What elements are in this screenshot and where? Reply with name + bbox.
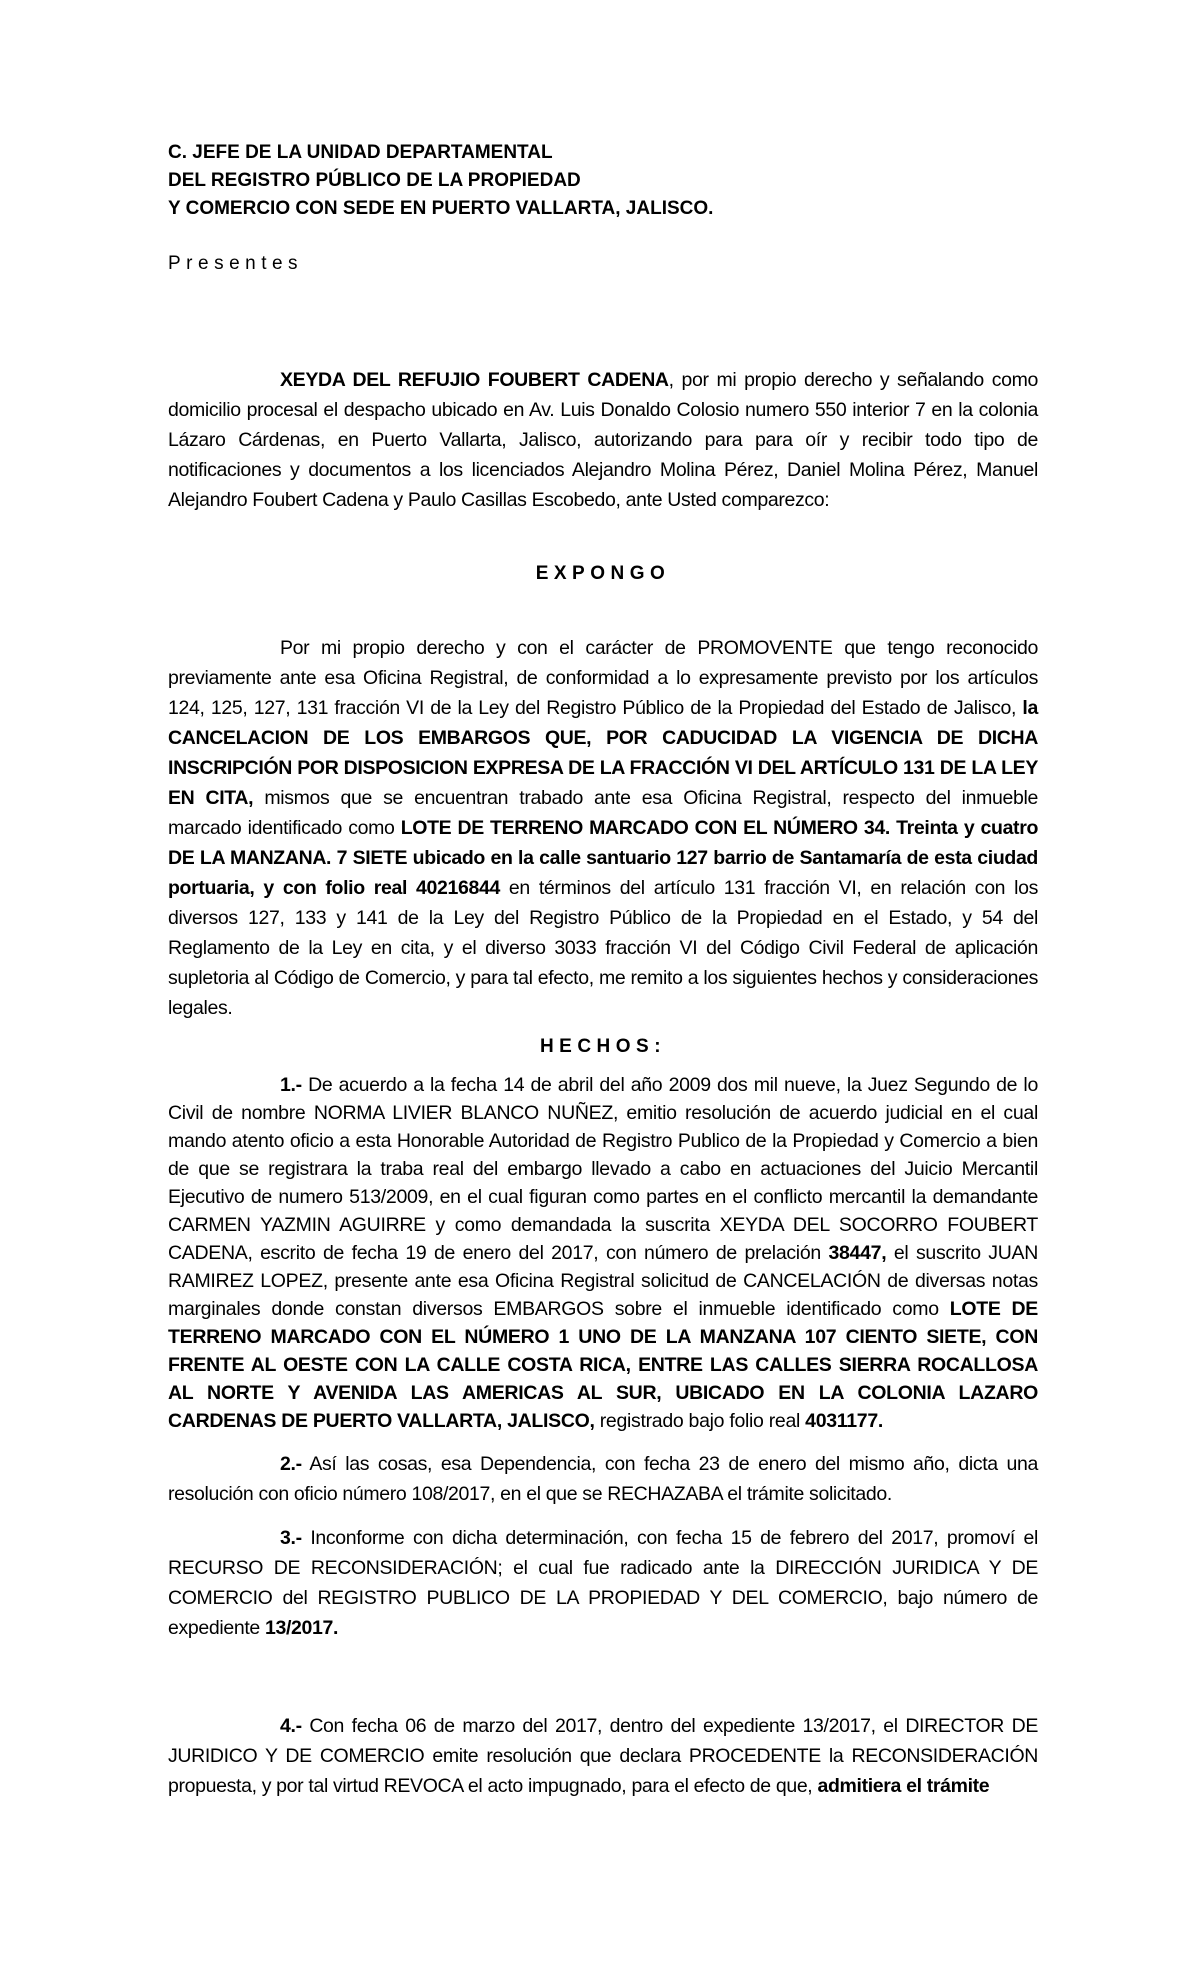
hecho-1-bold-1: 38447,	[828, 1242, 887, 1264]
addressee-block	[168, 139, 1038, 223]
hecho-1-text-2: el suscrito JUAN RAMIREZ LOPEZ, presente ante esa Oficina Registral solicitud de CANCELACIÓN de diversas notas marginales donde constan diversos EMBARGOS sobre el inmueble identificado como	[168, 1242, 1038, 1320]
hecho-1-bold-2: LOTE DE TERRENO MARCADO CON EL NÚMERO 1 UNO DE LA MANZANA 107 CIENTO SIETE, CON FRENTE AL OESTE CON LA CALLE COSTA RICA, ENTRE LAS CALLES SIERRA ROCALLOSA AL NORTE Y AVENIDA LAS AMERICAS AL SUR, UBICADO EN LA COLONIA LAZARO CARDENAS DE PUERTO VALLARTA, JALISCO,	[168, 1298, 1038, 1432]
hecho-4-number: 4.-	[280, 1715, 302, 1737]
hecho-4-paragraph	[168, 1711, 1038, 1801]
intro-paragraph	[168, 365, 1038, 515]
expongo-bold-2: LOTE DE TERRENO MARCADO CON EL NÚMERO 34. Treinta y cuatro DE LA MANZANA. 7 SIETE ubicado en la calle santuario 127 barrio de Santamaría de esta ciudad portuaria, y con folio real 40216844	[168, 817, 1039, 899]
hechos-heading: HECHOS:	[539, 1036, 667, 1057]
hecho-1-paragraph	[168, 1071, 1038, 1435]
hecho-3-number: 3.-	[280, 1527, 302, 1549]
hecho-2-number: 2.-	[280, 1453, 302, 1475]
expongo-text-3: en términos del artículo 131 fracción VI, en relación con los diversos 127, 133 y 141 de la Ley del Registro Público de la Propiedad en el Estado, y 54 del Reglamento de la Ley en cita, y el diverso 3033 fracción VI del Código Civil Federal de aplicación supletoria al Código de Comercio, y para tal efecto, me remito a los siguientes hechos y consideraciones legales.	[168, 877, 1039, 1019]
hecho-3-text: Inconforme con dicha determinación, con fecha 15 de febrero del 2017, promoví el RECURSO DE RECONSIDERACIÓN; el cual fue radicado ante la DIRECCIÓN JURIDICA Y DE COMERCIO del REGISTRO PUBLICO DE LA PROPIEDAD Y DEL COMERCIO, bajo número de expediente	[168, 1527, 1038, 1639]
expongo-text-1: Por mi propio derecho y con el carácter de PROMOVENTE que tengo reconocido previamente ante esa Oficina Registral, de conformidad a lo expresamente previsto por los artículos 124, 125, 127, 131 fracción VI de la Ley del Registro Público de la Propiedad del Estado de Jalisco,	[168, 637, 1038, 719]
hecho-1-text-3: registrado bajo folio real	[594, 1410, 806, 1432]
expongo-paragraph	[168, 633, 1038, 1023]
hecho-4-text: Con fecha 06 de marzo del 2017, dentro del expediente 13/2017, el DIRECTOR DE JURIDICO Y DE COMERCIO emite resolución que declara PROCEDENTE la RECONSIDERACIÓN propuesta, y por tal virtud REVOCA el acto impugnado, para el efecto de que,	[168, 1715, 1038, 1797]
addressee-line-2: DEL REGISTRO PÚBLICO DE LA PROPIEDAD	[168, 170, 581, 191]
hecho-2-paragraph	[168, 1449, 1038, 1509]
petitioner-name: XEYDA DEL REFUJIO FOUBERT CADENA	[280, 369, 669, 391]
intro-text: , por mi propio derecho y señalando como domicilio procesal el despacho ubicado en Av. Luis Donaldo Colosio numero 550 interior 7 en la colonia Lázaro Cárdenas, en Puerto Vallarta, Jalisco, autorizando para para oír y recibir todo tipo de notificaciones y documentos a los licenciados Alejandro Molina Pérez, Daniel Molina Pérez, Manuel Alejandro Foubert Cadena y Paulo Casillas Escobedo, ante Usted comparezco:	[168, 369, 1038, 511]
expongo-heading: EXPONGO	[535, 563, 671, 584]
presentes-salutation: Presentes	[168, 253, 304, 274]
hecho-3-paragraph	[168, 1523, 1038, 1643]
hecho-3-bold: 13/2017.	[264, 1617, 339, 1639]
expongo-bold-1: la CANCELACION DE LOS EMBARGOS QUE, POR CADUCIDAD LA VIGENCIA DE DICHA INSCRIPCIÓN POR DISPOSICION EXPRESA DE LA FRACCIÓN VI DEL ARTÍCULO 131 DE LA LEY EN CITA,	[168, 697, 1038, 809]
hecho-2-text: Así las cosas, esa Dependencia, con fecha 23 de enero del mismo año, dicta una resolución con oficio número 108/2017, en el que se RECHAZABA el trámite solicitado.	[168, 1453, 1038, 1505]
expongo-text-2: mismos que se encuentran trabado ante esa Oficina Registral, respecto del inmueble marcado identificado como	[168, 787, 1038, 839]
hecho-1-bold-3: 4031177.	[805, 1410, 884, 1432]
hecho-4-bold: admitiera el trámite	[817, 1775, 990, 1797]
addressee-line-3: Y COMERCIO CON SEDE EN PUERTO VALLARTA, JALISCO.	[168, 198, 714, 219]
hecho-1-number: 1.-	[280, 1074, 302, 1096]
hecho-1-text-1: De acuerdo a la fecha 14 de abril del año 2009 dos mil nueve, la Juez Segundo de lo Civil de nombre NORMA LIVIER BLANCO NUÑEZ, emitio resolución de acuerdo judicial en el cual mando atento oficio a esta Honorable Autoridad de Registro Publico de la Propiedad y Comercio a bien de que se registrara la traba real del embargo llevado a cabo en actuaciones del Juicio Mercantil Ejecutivo de numero 513/2009, en el cual figuran como partes en el conflicto mercantil la demandante CARMEN YAZMIN AGUIRRE y como demandada la suscrita XEYDA DEL SOCORRO FOUBERT CADENA, escrito de fecha 19 de enero del 2017, con número de prelación	[168, 1074, 1038, 1264]
addressee-line-1: C. JEFE DE LA UNIDAD DEPARTAMENTAL	[168, 142, 553, 163]
